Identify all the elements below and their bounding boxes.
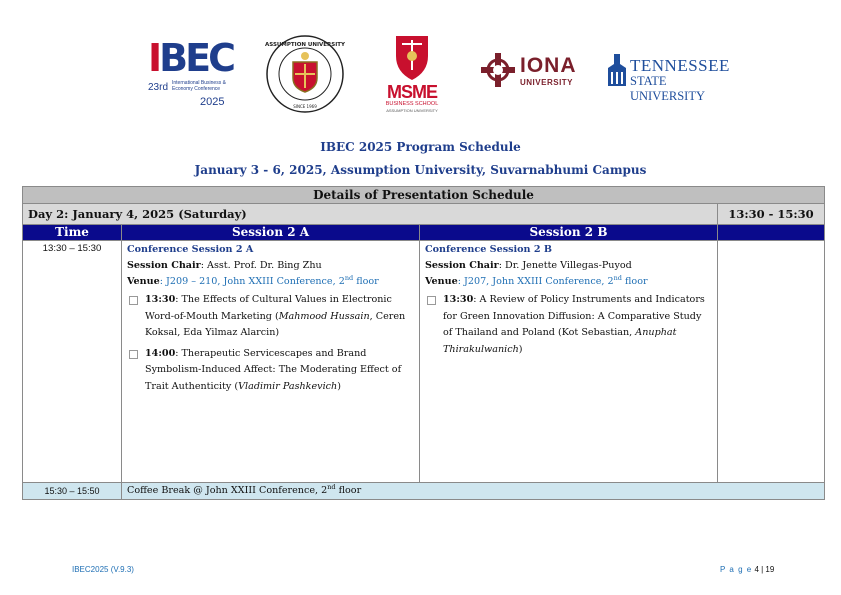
day-label: Day 2: January 4, 2025 (Saturday)	[23, 204, 718, 225]
tennessee-state-logo	[606, 54, 736, 103]
msme-name: MSME	[387, 82, 437, 102]
tsu-line2: STATE UNIVERSITY	[630, 74, 705, 103]
col-time: Time	[23, 225, 122, 241]
col-session-b: Session 2 B	[420, 225, 718, 241]
msme-university: ASSUMPTION UNIVERSITY	[386, 108, 438, 113]
page-number: 4 | 19	[752, 565, 775, 574]
page-subtitle: January 3 - 6, 2025, Assumption University, Suvarnabhumi Campus	[194, 163, 647, 177]
session-row	[23, 241, 825, 483]
iona-cross-icon	[480, 52, 516, 88]
session-a-chair: Session Chair: Asst. Prof. Dr. Bing Zhu	[127, 260, 322, 271]
empty-cell	[718, 241, 825, 483]
session-b-paper-1: 13:30: A Review of Policy Instruments and Indicators for Green Innovation Diffusion: A Comparative Study of Thailand and Poland (Kot Sebastian, Anuphat Thirakulwanich)	[425, 292, 712, 358]
ibec-year: 2025	[200, 96, 225, 108]
column-header-row	[23, 225, 825, 241]
logo-bar	[0, 32, 841, 112]
ibec-conference-text: International Business & Economy Conference	[172, 80, 226, 92]
coffee-time: 15:30 – 15:50	[23, 483, 122, 500]
col-empty	[718, 225, 825, 241]
session-b-heading: Conference Session 2 B	[425, 244, 552, 255]
checkbox-icon	[427, 296, 436, 305]
coffee-text: Coffee Break @ John XXIII Conference, 2nd floor	[122, 483, 825, 500]
footer-page	[720, 565, 774, 574]
ibec-logo	[148, 36, 238, 111]
assumption-university-seal	[264, 34, 346, 114]
svg-text:ASSUMPTION UNIVERSITY: ASSUMPTION UNIVERSITY	[265, 42, 345, 48]
iona-logo	[480, 52, 590, 92]
col-session-a: Session 2 A	[122, 225, 420, 241]
session-b-cell	[420, 241, 718, 483]
details-header: Details of Presentation Schedule	[23, 187, 825, 204]
session-b-venue: Venue: J207, John XXIII Conference, 2nd floor	[425, 273, 648, 287]
details-header-row	[23, 187, 825, 204]
page-label: P a g e	[720, 565, 753, 574]
session-a-heading: Conference Session 2 A	[127, 244, 254, 255]
day-row	[23, 204, 825, 225]
checkbox-icon	[129, 350, 138, 359]
msme-school: BUSINESS SCHOOL	[385, 101, 439, 107]
tsu-building-icon	[606, 54, 628, 88]
msme-logo	[382, 34, 442, 114]
footer-version: IBEC2025 (V.9.3)	[72, 565, 134, 574]
session-a-paper-2: 14:00: Therapeutic Servicescapes and Brand Symbolism-Induced Affect: The Moderating Effect of Trait Authenticity (Vladimir Pashkevich)	[127, 346, 414, 396]
session-a-paper-1: 13:30: The Effects of Cultural Values in Electronic Word-of-Mouth Marketing (Mahmood Hussain, Ceren Koksal, Eda Yilmaz Alarcin)	[127, 292, 414, 342]
checkbox-icon	[129, 296, 138, 305]
session-a-cell	[122, 241, 420, 483]
tsu-line1: TENNESSEE	[630, 56, 730, 75]
msme-shield-icon	[382, 34, 442, 82]
ibec-logo-mark: IBEC	[148, 36, 233, 80]
seal-since: SINCE 1969	[293, 104, 317, 109]
iona-sub: UNIVERSITY	[520, 78, 574, 87]
session-a-venue: Venue: J209 – 210, John XXIII Conference, 2nd floor	[127, 273, 379, 287]
day-time: 13:30 - 15:30	[718, 204, 825, 225]
page-title: IBEC 2025 Program Schedule	[320, 140, 521, 154]
ibec-ordinal: 23rd	[148, 82, 169, 93]
row-time: 13:30 – 15:30	[23, 241, 122, 483]
coffee-break-row	[23, 483, 825, 500]
schedule-table	[22, 186, 825, 500]
session-b-chair: Session Chair: Dr. Jenette Villegas-Puyod	[425, 260, 632, 271]
iona-name: IONA	[520, 54, 577, 77]
